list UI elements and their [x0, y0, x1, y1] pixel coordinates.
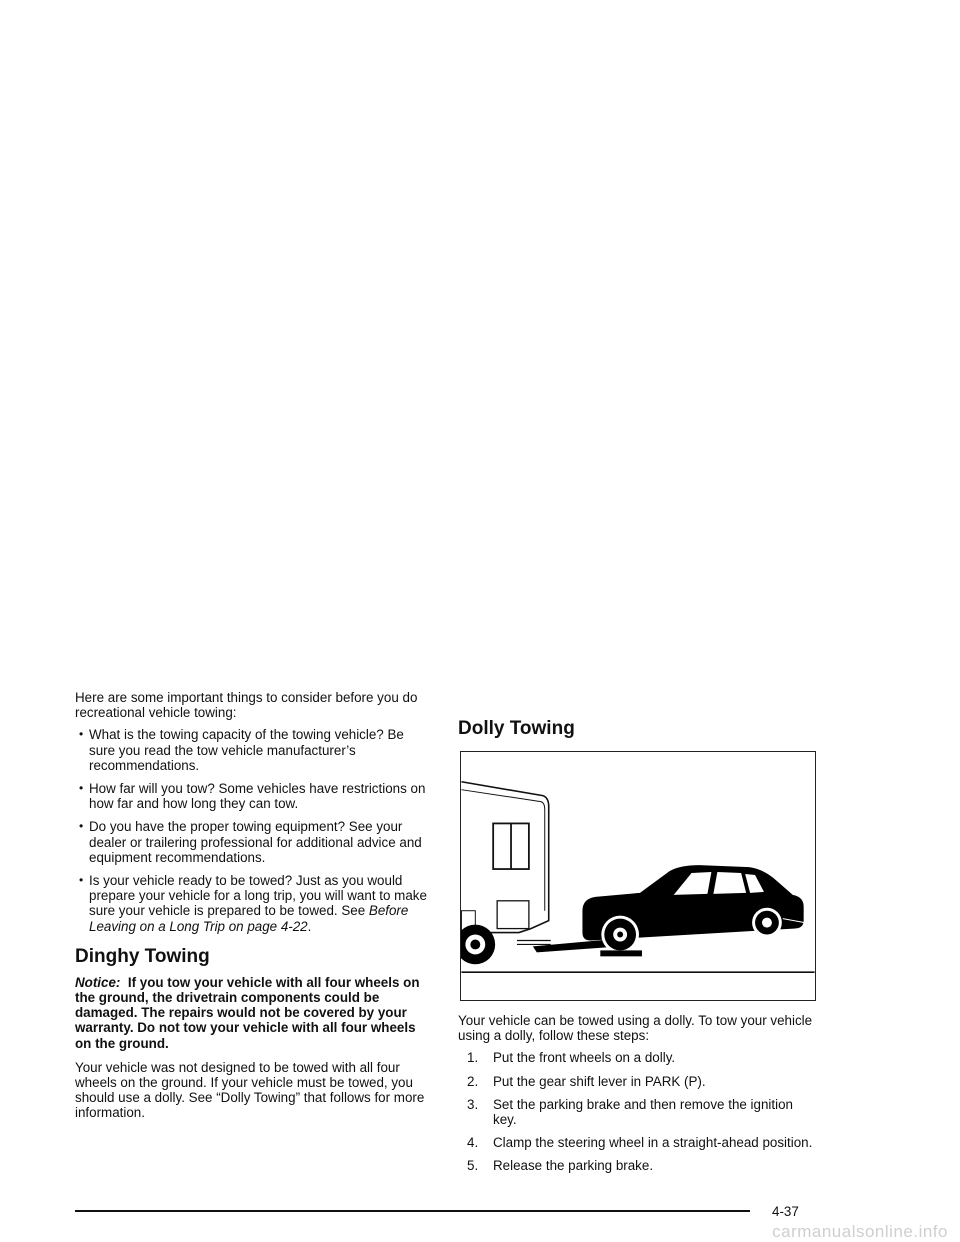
list-item: • Do you have the proper towing equipment? See your dealer or trailering professional for additional advice and equipment recommendations. [79, 819, 422, 865]
watermark: carmanualsonline.info [772, 1222, 948, 1241]
dolly-towing-heading: Dolly Towing [458, 718, 575, 739]
bullet-icon: • [79, 819, 84, 834]
list-item [467, 1158, 816, 1173]
step-text: Put the front wheels on a dolly. [493, 1050, 676, 1066]
list-item [467, 1097, 816, 1127]
motorhome-towing-car-icon [461, 752, 815, 1000]
step-text: Put the gear shift lever in PARK (P). [493, 1073, 706, 1089]
step-number: 3. [467, 1096, 479, 1112]
footer-rule [75, 1210, 750, 1212]
list-item [467, 1135, 816, 1150]
list-item [467, 1074, 816, 1089]
page-number: 4-37 [772, 1204, 799, 1219]
left-column [75, 690, 433, 1121]
step-number: 1. [467, 1050, 479, 1066]
list-item: • How far will you tow? Some vehicles have restrictions on how far and how long they can tow. [79, 781, 426, 812]
dolly-intro-paragraph: Your vehicle can be towed using a dolly. To tow your vehicle using a dolly, follow these steps: [458, 1013, 813, 1044]
list-item [467, 1050, 816, 1065]
step-text: Release the parking brake. [493, 1158, 654, 1174]
bullet-icon: • [79, 873, 84, 888]
bullet-icon: • [79, 727, 84, 742]
notice-text: If you tow your vehicle with all four wheels on the ground, the drivetrain components could be damaged. The repairs would not be covered by your warranty. Do not tow your vehicle with all four wheels on the ground. [75, 974, 420, 1051]
step-number: 2. [467, 1073, 479, 1089]
right-column [458, 690, 816, 1182]
notice-label: Notice: [75, 974, 121, 990]
step-number: 5. [467, 1158, 479, 1174]
step-number: 4. [467, 1135, 479, 1151]
intro-paragraph: Here are some important things to consider before you do recreational vehicle towing: [75, 690, 418, 721]
cross-reference-link[interactable]: Before Leaving on a Long Trip on page 4-22 [89, 903, 409, 934]
step-text: Clamp the steering wheel in a straight-ahead position. [493, 1135, 813, 1151]
bullet-icon: • [79, 781, 84, 796]
dinghy-body-paragraph: Your vehicle was not designed to be towed with all four wheels on the ground. If your vehicle must be towed, you should use a dolly. See “Dolly Towing” that follows for more information. [75, 1059, 425, 1121]
notice-paragraph [75, 975, 433, 1051]
list-item: • Is your vehicle ready to be towed? Just as you would prepare your vehicle for a long trip, you will want to make sure your vehicle is prepared to be towed. See Before Leaving on a Long Trip on page 4-22. [79, 873, 427, 934]
dolly-steps-list [458, 1050, 816, 1173]
step-text: Set the parking brake and then remove the ignition key. [493, 1096, 793, 1128]
dinghy-towing-heading: Dinghy Towing [75, 945, 210, 967]
consideration-list [75, 727, 433, 933]
list-item: • What is the towing capacity of the towing vehicle? Be sure you read the tow vehicle manufacturer’s recommendations. [79, 727, 404, 773]
dolly-towing-illustration [460, 751, 816, 1001]
